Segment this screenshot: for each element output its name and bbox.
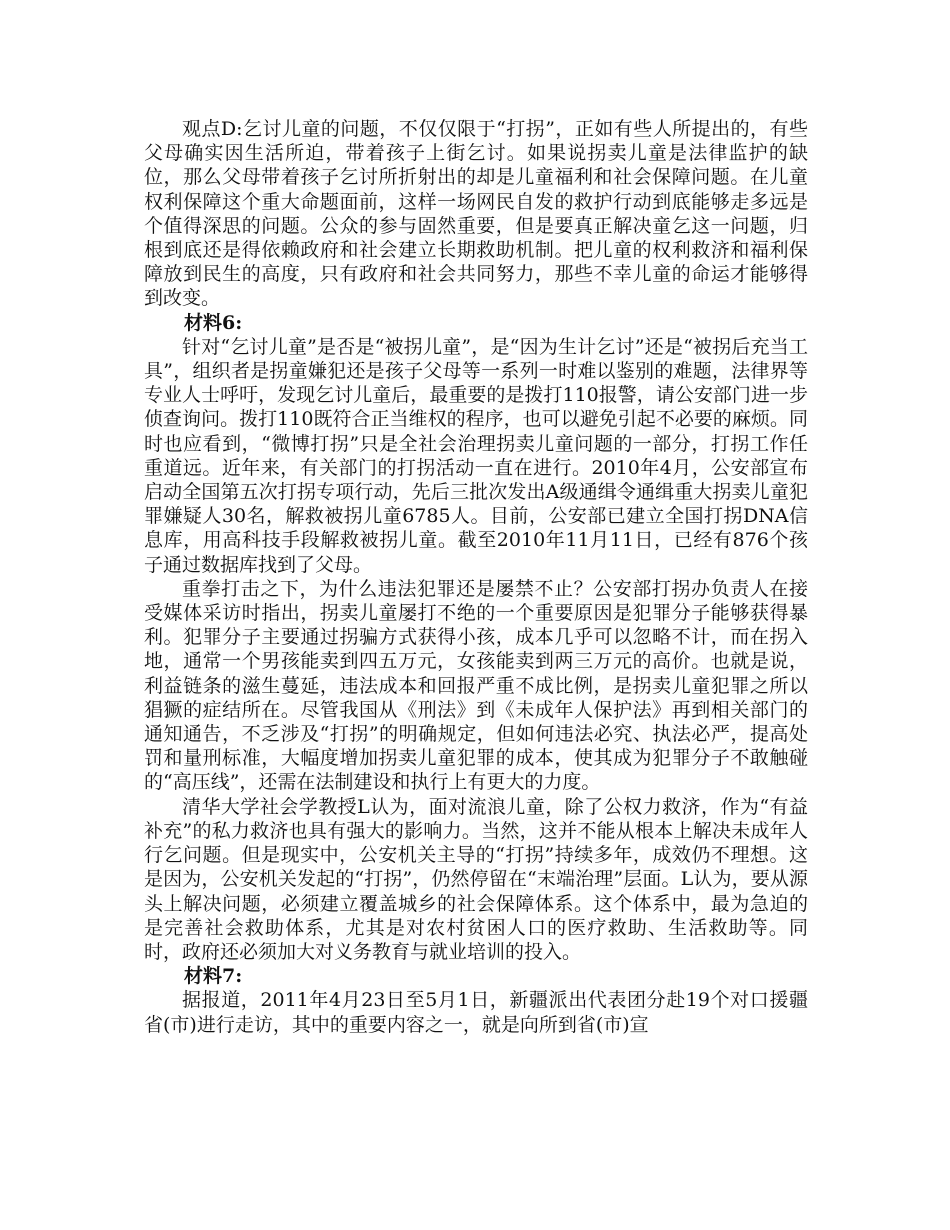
document-page xyxy=(144,117,808,1037)
paragraph-viewpoint-d: 观点D:乞讨儿童的问题，不仅仅限于“打拐”，正如有些人所提出的，有些父母确实因生活所迫，带着孩子上街乞讨。如果说拐卖儿童是法律监护的缺位，那么父母带着孩子乞讨所折射出的却是儿童福利和社会保障问题。在儿童权利保障这个重大命题面前，这样一场网民自发的救护行动到底能够走多远是个值得深思的问题。公众的参与固然重要，但是要真正解决童乞这一问题，归根到底还是得依赖政府和社会建立长期救助机制。把儿童的权利救济和福利保障放到民生的高度，只有政府和社会共同努力，那些不幸儿童的命运才能够得到改变。 xyxy=(144,118,808,310)
heading-material-7: 材料7: xyxy=(184,965,243,988)
heading-material-6: 材料6: xyxy=(184,311,243,334)
paragraph-material-6-professor: 清华大学社会学教授L认为，面对流浪儿童，除了公权力救济，作为“有益补充”的私力救济也具有强大的影响力。当然，这并不能从根本上解决未成年人行乞问题。但是现实中，公安机关主导的“打拐”持续多年，成效仍不理想。这是因为，公安机关发起的“打拐”，仍然停留在“末端治理”层面。L认为，要从源头上解决问题，必须建立覆盖城乡的社会保障体系。这个体系中，最为急迫的是完善社会救助体系，尤其是对农村贫困人口的医疗救助、生活救助等。同时，政府还必须加大对义务教育与就业培训的投入。 xyxy=(144,795,808,963)
paragraph-material-6-crackdown: 重拳打击之下，为什么违法犯罪还是屡禁不止？公安部打拐办负责人在接受媒体采访时指出，拐卖儿童屡打不绝的一个重要原因是犯罪分子能够获得暴利。犯罪分子主要通过拐骗方式获得小孩，成本几乎可以忽略不计，而在拐入地，通常一个男孩能卖到四五万元，女孩能卖到两三万元的高价。也就是说，利益链条的滋生蔓延，违法成本和回报严重不成比例，是拐卖儿童犯罪之所以猖獗的症结所在。尽管我国从《刑法》到《未成年人保护法》再到相关部门的通知通告，不乏涉及“打拐”的明确规定，但如何违法必究、执法必严，提高处罚和量刑标准，大幅度增加拐卖儿童犯罪的成本，使其成为犯罪分子不敢触碰的“高压线”，还需在法制建设和执行上有更大的力度。 xyxy=(144,577,808,794)
paragraph-material-6-intro: 针对“乞讨儿童”是否是“被拐儿童”，是“因为生计乞讨”还是“被拐后充当工具”，组织者是拐童嫌犯还是孩子父母等一系列一时难以鉴别的难题，法律界等专业人士呼吁，发现乞讨儿童后，最重要的是拨打110报警，请公安部门进一步侦查询问。拨打110既符合正当维权的程序，也可以避免引起不必要的麻烦。同时也应看到，“微博打拐”只是全社会治理拐卖儿童问题的一部分，打拐工作任重道远。近年来，有关部门的打拐活动一直在进行。2010年4月，公安部宣布启动全国第五次打拐专项行动，先后三批次发出A级通缉令通缉重大拐卖儿童犯罪嫌疑人30名，解救被拐儿童6785人。目前，公安部已建立全国打拐DNA信息库，用高科技手段解救被拐儿童。截至2010年11月11日，已经有876个孩子通过数据库找到了父母。 xyxy=(144,335,808,576)
paragraph-material-7: 据报道，2011年4月23日至5月1日，新疆派出代表团分赴19个对口援疆省(市)进行走访，其中的重要内容之一，就是向所到省(市)宣 xyxy=(144,989,808,1036)
